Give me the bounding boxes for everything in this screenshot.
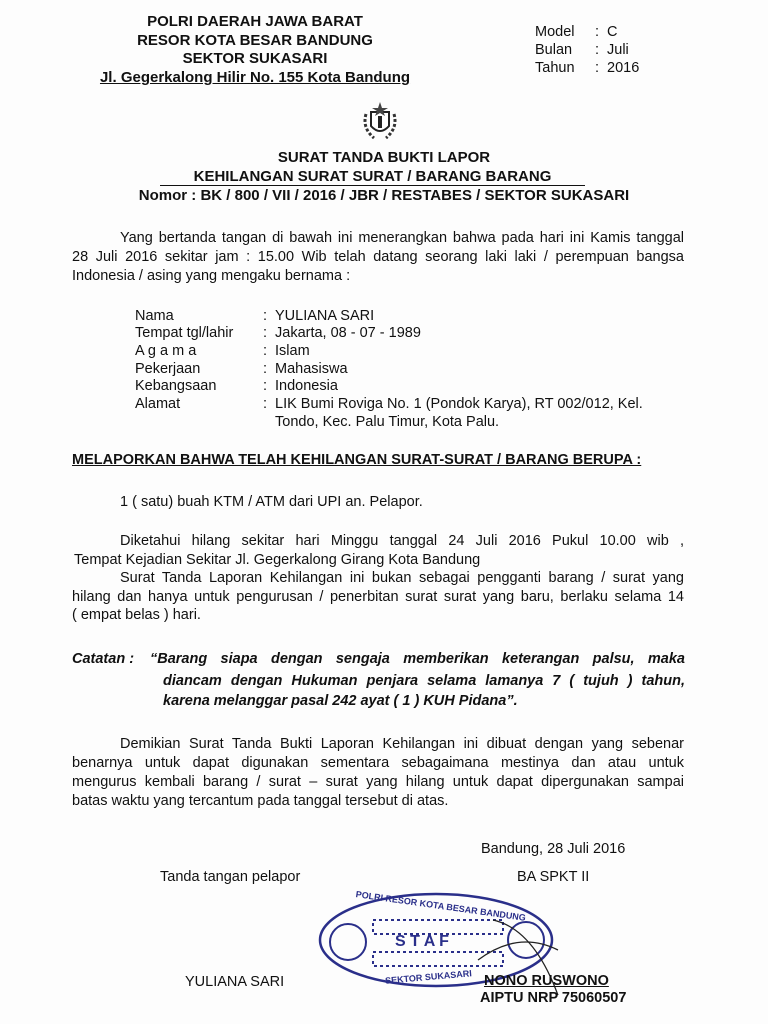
meta-label: Tahun xyxy=(535,60,575,76)
intro-line: Yang bertanda tangan di bawah ini menerangkan bahwa pada hari ini Kamis tanggal xyxy=(120,230,684,246)
header-line-3: SEKTOR SUKASARI xyxy=(182,50,328,67)
field-colon: : xyxy=(263,396,268,412)
note-line: diancam dengan Hukuman penjara selama lamanya 7 ( tujuh ) tahun, xyxy=(163,673,685,689)
note-line: “Barang siapa dengan sengaja memberikan keterangan palsu, maka xyxy=(150,651,685,667)
field-colon: : xyxy=(263,378,268,394)
field-colon: : xyxy=(263,343,268,359)
note-label: Catatan : xyxy=(72,651,135,667)
closing-line: Demikian Surat Tanda Bukti Laporan Kehilangan ini dibuat dengan yang sebenar xyxy=(120,736,684,752)
meta-label: Bulan xyxy=(535,42,573,58)
closing-line: batas waktu yang tercantum pada tanggal tersebut di atas. xyxy=(72,793,449,809)
header-line-2: RESOR KOTA BESAR BANDUNG xyxy=(137,32,373,49)
intro-line: Indonesia / asing yang mengaku bernama : xyxy=(72,268,351,284)
field-value: Indonesia xyxy=(275,378,338,394)
note-line: karena melanggar pasal 242 ayat ( 1 ) KUH Pidana”. xyxy=(163,693,518,709)
field-value: LIK Bumi Roviga No. 1 (Pondok Karya), RT 002/012, Kel. xyxy=(275,396,643,412)
officer-name: NONO RUSWONO xyxy=(484,973,609,989)
officer-label: BA SPKT II xyxy=(517,869,590,885)
lost-item: 1 ( satu) buah KTM / ATM dari UPI an. Pelapor. xyxy=(120,494,423,510)
reporter-label: Tanda tangan pelapor xyxy=(160,869,301,885)
police-emblem-icon xyxy=(358,100,402,142)
field-label: Pekerjaan xyxy=(135,361,201,377)
field-label: A g a m a xyxy=(135,343,197,359)
field-colon: : xyxy=(263,308,268,324)
meta-value: Juli xyxy=(607,42,629,58)
field-label: Kebangsaan xyxy=(135,378,217,394)
field-value-cont: Tondo, Kec. Palu Timur, Kota Palu. xyxy=(275,414,500,430)
header-address: Jl. Gegerkalong Hilir No. 155 Kota Bandung xyxy=(99,69,411,86)
doc-number: Nomor : BK / 800 / VII / 2016 / JBR / RESTABES / SEKTOR SUKASARI xyxy=(138,187,630,204)
stamp-center-text: S T A F xyxy=(395,933,449,950)
stamp-bottom-text: SEKTOR SUKASARI xyxy=(384,968,473,986)
field-value: YULIANA SARI xyxy=(275,308,375,324)
meta-value: C xyxy=(607,24,618,40)
detail-line: Diketahui hilang sekitar hari Minggu tanggal 24 Juli 2016 Pukul 10.00 wib , xyxy=(120,533,684,549)
report-heading: MELAPORKAN BAHWA TELAH KEHILANGAN SURAT-SURAT / BARANG BERUPA : xyxy=(72,452,642,468)
header-line-1: POLRI DAERAH JAWA BARAT xyxy=(147,13,363,30)
detail-line: hilang dan hanya untuk pengurusan / penerbitan surat surat yang baru, berlaku selama 14 xyxy=(72,589,684,605)
field-colon: : xyxy=(263,325,268,341)
field-value: Islam xyxy=(275,343,310,359)
meta-colon: : xyxy=(595,42,600,58)
detail-line: Tempat Kejadian Sekitar Jl. Gegerkalong Girang Kota Bandung xyxy=(74,552,481,568)
field-label: Nama xyxy=(135,308,174,324)
detail-line: Surat Tanda Laporan Kehilangan ini bukan sebagai pengganti barang / surat yang xyxy=(120,570,684,586)
meta-value: 2016 xyxy=(607,60,640,76)
detail-line: ( empat belas ) hari. xyxy=(72,607,201,623)
doc-title: SURAT TANDA BUKTI LAPOR xyxy=(277,149,491,166)
closing-line: mengurus kembali barang / surat – surat yang hilang untuk dapat dipergunakan sampai xyxy=(72,774,684,790)
doc-subtitle: KEHILANGAN SURAT SURAT / BARANG BARANG xyxy=(160,168,585,186)
field-value: Jakarta, 08 - 07 - 1989 xyxy=(275,325,421,341)
field-label: Alamat xyxy=(135,396,181,412)
meta-colon: : xyxy=(595,60,600,76)
place-date: Bandung, 28 Juli 2016 xyxy=(481,841,626,857)
closing-line: benarnya untuk dapat digunakan sementara sebagaimana mestinya dan atau untuk xyxy=(72,755,684,771)
officer-rank: AIPTU NRP 75060507 xyxy=(480,990,627,1006)
intro-line: 28 Juli 2016 sekitar jam : 15.00 Wib telah datang seorang laki laki / perempuan bangsa xyxy=(72,249,684,265)
field-label: Tempat tgl/lahir xyxy=(135,325,234,341)
field-colon: : xyxy=(263,361,268,377)
reporter-name: YULIANA SARI xyxy=(185,974,285,990)
meta-colon: : xyxy=(595,24,600,40)
field-value: Mahasiswa xyxy=(275,361,348,377)
meta-label: Model xyxy=(535,24,575,40)
stamp-top-text: POLRI RESOR KOTA BESAR BANDUNG xyxy=(355,889,527,923)
